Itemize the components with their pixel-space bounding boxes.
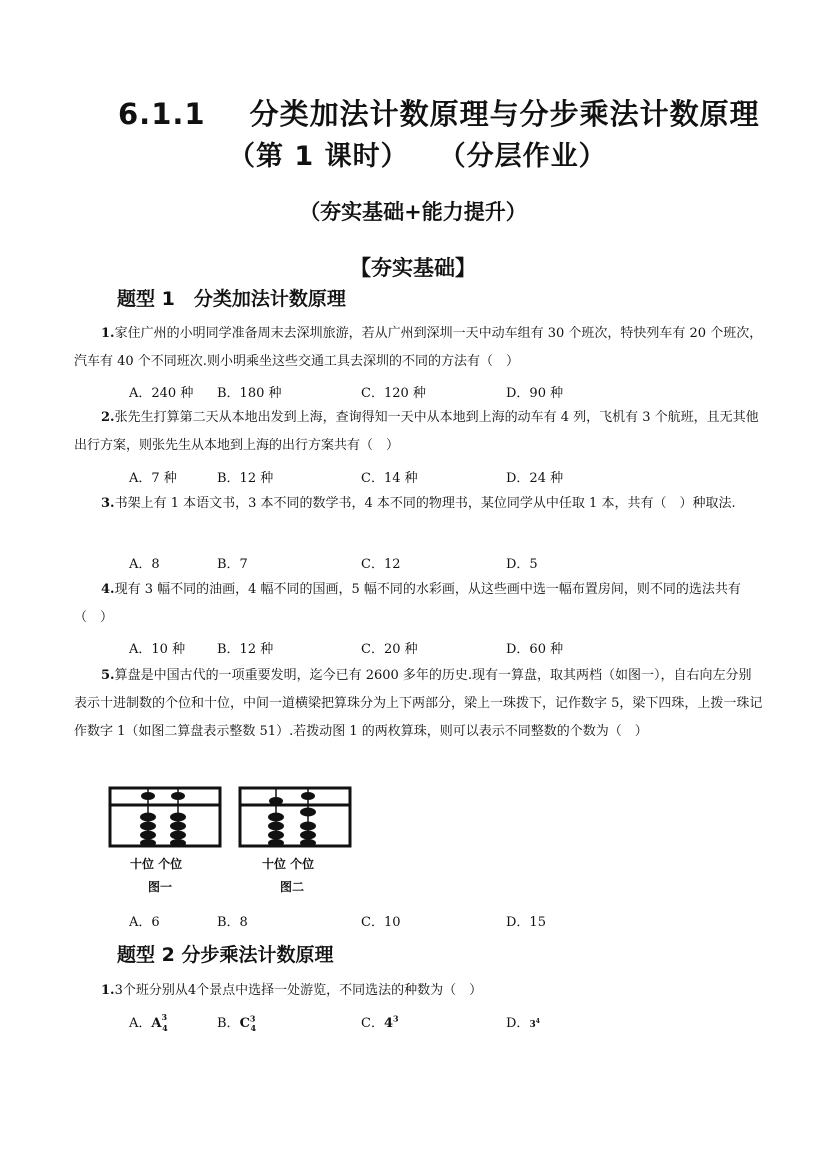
page-subtitle-line [228, 134, 607, 173]
q2-option-b: B．12 种 [217, 471, 274, 486]
t2q1-option-b: B．$C^3_4$ [217, 1013, 257, 1033]
abacus-figure-2 [238, 786, 352, 848]
question-1: 1.家住广州的小明同学准备周末去深圳旅游，若从广州到深圳一天中动车组有 30 个班次，特快列车有 20 个班次，汽车有 40 个不同班次.则小明乘坐这些交通工具去深圳的不同的方法有（ ） [74, 326, 763, 369]
question-2: 2.张先生打算第二天从本地出发到上海，查询得知一天中从本地到上海的动车有 4 列，飞机有 3 个航班，且无其他出行方案，则张先生从本地到上海的出行方案共有（ ） [74, 410, 759, 453]
q3-option-d: D．5 [506, 557, 538, 572]
subtitle: （夯实基础+能力提升） [299, 199, 527, 224]
q2-option-d: D．24 种 [506, 471, 564, 486]
question-5: 5.算盘是中国古代的一项重要发明，迄今已有 2600 多年的历史.现有一算盘，取其两档（如图一），自右向左分别表示十进制数的个位和十位，中间一道横梁把算珠分为上下两部分，梁上一珠拨下，记作数字 5，梁下四珠，上拨一珠记作数字 1（如图二算盘表示整数 51）.若拨动图 1 的两枚算珠，则可以表示不同整数的个数为（ ） [74, 668, 763, 739]
q1-option-c: C．120 种 [361, 386, 426, 401]
type1-heading: 题型 1 分类加法计数原理 [117, 288, 346, 310]
q5-option-b: B．8 [217, 915, 248, 930]
q5-option-c: C．10 [361, 915, 401, 930]
q3-option-c: C．12 [361, 557, 401, 572]
fig2-labels: 十位 个位 [262, 857, 315, 871]
q1-option-d: D．90 种 [506, 386, 564, 401]
t2q1-option-d: D．$3^4$ [506, 1016, 540, 1031]
page-title [118, 92, 760, 133]
title-type: （分层作业） [438, 141, 607, 172]
q4-option-c: C．20 种 [361, 642, 418, 657]
q3-option-b: B．7 [217, 557, 248, 572]
title-number: 6.1.1 [118, 97, 206, 131]
q3-option-a: A．8 [129, 557, 160, 572]
title-lesson: （第 1 课时） [228, 141, 409, 172]
type2-question-1: 1.3个班分别从4个景点中选择一处游览，不同选法的种数为（ ） [101, 983, 483, 998]
q2-option-c: C．14 种 [361, 471, 418, 486]
q1-option-b: B．180 种 [217, 386, 282, 401]
abacus-figure-1 [108, 786, 222, 848]
q5-option-a: A．6 [129, 915, 160, 930]
type2-heading: 题型 2 分步乘法计数原理 [117, 944, 334, 966]
fig1-caption: 图一 [148, 880, 173, 894]
q2-option-a: A．7 种 [129, 471, 177, 486]
q4-option-b: B．12 种 [217, 642, 274, 657]
question-4: 4.现有 3 幅不同的油画，4 幅不同的国画，5 幅不同的水彩画，从这些画中选一幅布置房间，则不同的选法共有（ ） [74, 582, 741, 625]
t2q1-option-a: A．$A^3_4$ [129, 1011, 168, 1033]
question-3: 3.书架上有 1 本语文书，3 本不同的数学书，4 本不同的物理书，某位同学从中任取 1 本，共有（ ）种取法. [101, 496, 736, 511]
title-main: 分类加法计数原理与分步乘法计数原理 [249, 97, 760, 131]
q4-option-d: D．60 种 [506, 642, 564, 657]
q5-option-d: D．15 [506, 915, 546, 930]
fig1-labels: 十位 个位 [130, 857, 183, 871]
fig2-caption: 图二 [280, 880, 305, 894]
q1-option-a: A．240 种 [129, 386, 194, 401]
q4-option-a: A．10 种 [129, 642, 186, 657]
t2q1-option-c: C．$4^3$ [361, 1013, 399, 1031]
section-heading: 【夯实基础】 [350, 255, 476, 280]
